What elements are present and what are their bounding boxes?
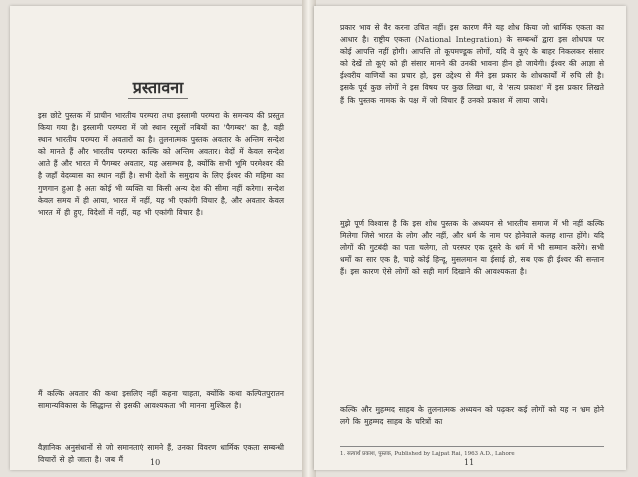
paragraph: वैज्ञानिक अनुसंधानों से जो समानताएं सामने हैं, उनका विवरण धार्मिक एकता सम्बन्धी विचारों से हो जाता है। जब मैं — [38, 443, 284, 465]
heading-underline — [128, 98, 188, 99]
left-page — [10, 6, 306, 470]
paragraph: इस छोटे पुस्तक में प्राचीन भारतीय परम्परा तथा इस्लामी परम्परा के समन्वय की प्रस्तुत किया गया है। इस्लामी परम्परा में जो स्थान रसूलों नबियों का 'पैगम्बर' का है, वही स्थान भारतीय परम्परा में अवतारों का है। तुलनात्मक पुस्तक अवतार के अन्तिम सन्देश को मानते हैं और भारतीय परम्परा कल्कि को अन्तिम अवतार। वेदों में केवल सन्देश आते हैं और भारत में पैगम्बर अवतार, यह असम्भव है, क्योंकि सभी भूमि परमेश्वर की है जहाँ वेदव्यास का स्थान नहीं है। सभी देशों के समुदाय के लिए ईश्वर की महिमा का गुणगान हुआ है अतः कोई भी व्यक्ति या किसी अन्य देश की सीमा नहीं करेगा। सन्देश केवल समय में ही आया, भारत में नहीं, यह भी एकांगी विचार है, और अवतार केवल भारत में ही हुए, विदेशों में नहीं, यह भी एकांगी विचार है। — [38, 111, 284, 217]
page-heading: प्रस्तावना — [132, 78, 184, 97]
paragraph: प्रकार भाव से वैर करना उचित नहीं। इस कारण मैंने यह शोध किया जो धार्मिक एकता का आधार है। राष्ट्रीय एकता (National Integration) के सम्बन्धों द्वारा इस शोधपत्र पर कोई आपत्ति नहीं होगी। आपत्ति तो कूपमण्डूक लोगों, यदि वे कूएं के बाहर निकलकर संसार को देखें तो कूएं को ही संसार मानने की उनकी भावना हीन हो जायेगी। ईश्वर की आज्ञा से ईश्वरीय वाणियों का प्रचार हो, इस उद्देश्य से मैंने इस प्रकार के शोधकार्यों में रुचि ली है। इसके पूर्व कुछ लोगों ने इस विषय पर कुछ लिखा था, वे 'सत्य प्रकाश' में इस प्रकार लिखते हैं कि पुस्तक नामक के पक्ष में जो विचार हैं उनको प्रकाश में लाया जाये। — [340, 23, 604, 105]
page-number: 11 — [464, 458, 475, 467]
paragraph: मुझे पूर्ण विश्वास है कि इस शोध पुस्तक के अध्ययन से भारतीय समाज में भी नहीं कल्कि मिलेगा जिसे भारत के लोग और नहीं, और धर्म के नाम पर होनेवाले कलह शान्त होंगे। यदि लोगों की गुटबंदी का पता चलेगा, तो परस्पर एक दूसरे के धर्म में भी सम्मान करेंगे। सभी धर्मों का सार एक है, चाहे कोई हिन्दू, मुसलमान या ईसाई हो, सब एक ही ईश्वर की सन्तान हैं। इस कारण ऐसे लोगों को सही मार्ग दिखाने की आवश्यकता है। — [340, 219, 604, 277]
page-number: 10 — [150, 458, 161, 467]
paragraph: मैं कल्कि अवतार की कथा इसलिए नहीं कहना चाहता, क्योंकि कथा कल्पितपुरातन सामान्यविकास के सिद्धान्त से इसकी आवश्यकता भी मानना मुश्किल है। — [38, 389, 284, 411]
footnote: 1. सत्यार्थ प्रकाश, पुस्तक, Published by Lajpat Rai, 1963 A.D., Lahore — [340, 446, 604, 457]
right-page — [314, 6, 626, 470]
paragraph: कल्कि और मुहम्मद साहब के तुलनात्मक अध्ययन को पढ़कर कई लोगों को यह न भ्रम होने लगे कि मुहम्मद साहब के चरित्रों का — [340, 405, 604, 427]
